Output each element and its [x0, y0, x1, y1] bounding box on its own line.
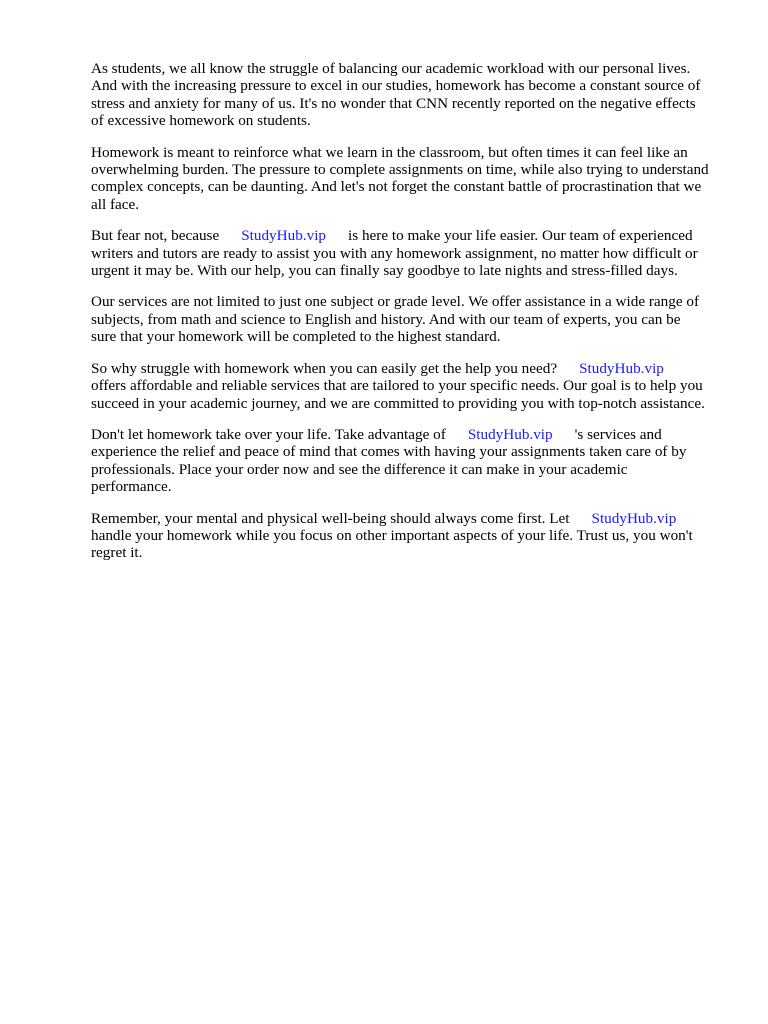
text-line: And with the increasing pressure to excel in our studies, homework has become a constant source of: [91, 77, 701, 95]
text-fragment: Remember, your mental and physical well-being should always come first. Let: [91, 509, 570, 527]
text-line: of excessive homework on students.: [91, 112, 311, 130]
text-line: overwhelming burden. The pressure to complete assignments on time, while also trying to understand: [91, 161, 709, 179]
text-line: performance.: [91, 478, 172, 496]
text-line: As students, we all know the struggle of balancing our academic workload with our personal lives.: [91, 60, 691, 77]
text-line: handle your homework while you focus on other important aspects of your life. Trust us, you won't: [91, 526, 693, 544]
text-line: sure that your homework will be completed to the highest standard.: [91, 328, 501, 346]
studyhub-link[interactable]: StudyHub.vip: [591, 509, 677, 527]
text-line: [91, 510, 731, 527]
text-line: professionals. Place your order now and see the difference it can make in your academic: [91, 460, 628, 478]
text-line: all face.: [91, 195, 140, 213]
studyhub-link[interactable]: StudyHub.vip: [241, 227, 327, 245]
paragraph-7: [91, 510, 731, 562]
document-body: [91, 60, 731, 576]
text-line: [91, 360, 731, 377]
text-line: [91, 227, 731, 244]
text-line: writers and tutors are ready to assist you with any homework assignment, no matter how difficult or: [91, 244, 698, 262]
text-line: offers affordable and reliable services that are tailored to your specific needs. Our goal is to help you: [91, 377, 703, 395]
paragraph-1: [91, 60, 731, 130]
studyhub-link[interactable]: StudyHub.vip: [579, 359, 664, 377]
text-fragment: is here to make your life easier. Our team of experienced: [348, 227, 693, 245]
text-line: stress and anxiety for many of us. It's no wonder that CNN recently reported on the negative effects: [91, 94, 696, 112]
paragraph-5: [91, 360, 731, 412]
text-line: urgent it may be. With our help, you can finally say goodbye to late nights and stress-filled days.: [91, 262, 678, 280]
paragraph-3: [91, 227, 731, 279]
text-line: complex concepts, can be daunting. And let's not forget the constant battle of procrastination that we: [91, 178, 702, 196]
text-fragment: But fear not, because: [91, 227, 220, 245]
text-line: succeed in your academic journey, and we are committed to providing you with top-notch assistance.: [91, 394, 705, 412]
paragraph-6: [91, 426, 731, 496]
text-line: [91, 426, 731, 443]
text-line: experience the relief and peace of mind that comes with having your assignments taken care of by: [91, 443, 687, 461]
paragraph-4: [91, 293, 731, 345]
text-fragment: So why struggle with homework when you can easily get the help you need?: [91, 359, 558, 377]
text-fragment: 's services and: [574, 425, 662, 443]
text-line: regret it.: [91, 544, 143, 562]
text-fragment: Don't let homework take over your life. Take advantage of: [91, 425, 446, 443]
text-line: subjects, from math and science to English and history. And with our team of experts, you can be: [91, 310, 681, 328]
paragraph-2: [91, 144, 731, 214]
studyhub-link[interactable]: StudyHub.vip: [467, 425, 553, 443]
text-line: Homework is meant to reinforce what we learn in the classroom, but often times it can feel like an: [91, 143, 688, 161]
text-line: Our services are not limited to just one subject or grade level. We offer assistance in a wide range of: [91, 293, 700, 311]
